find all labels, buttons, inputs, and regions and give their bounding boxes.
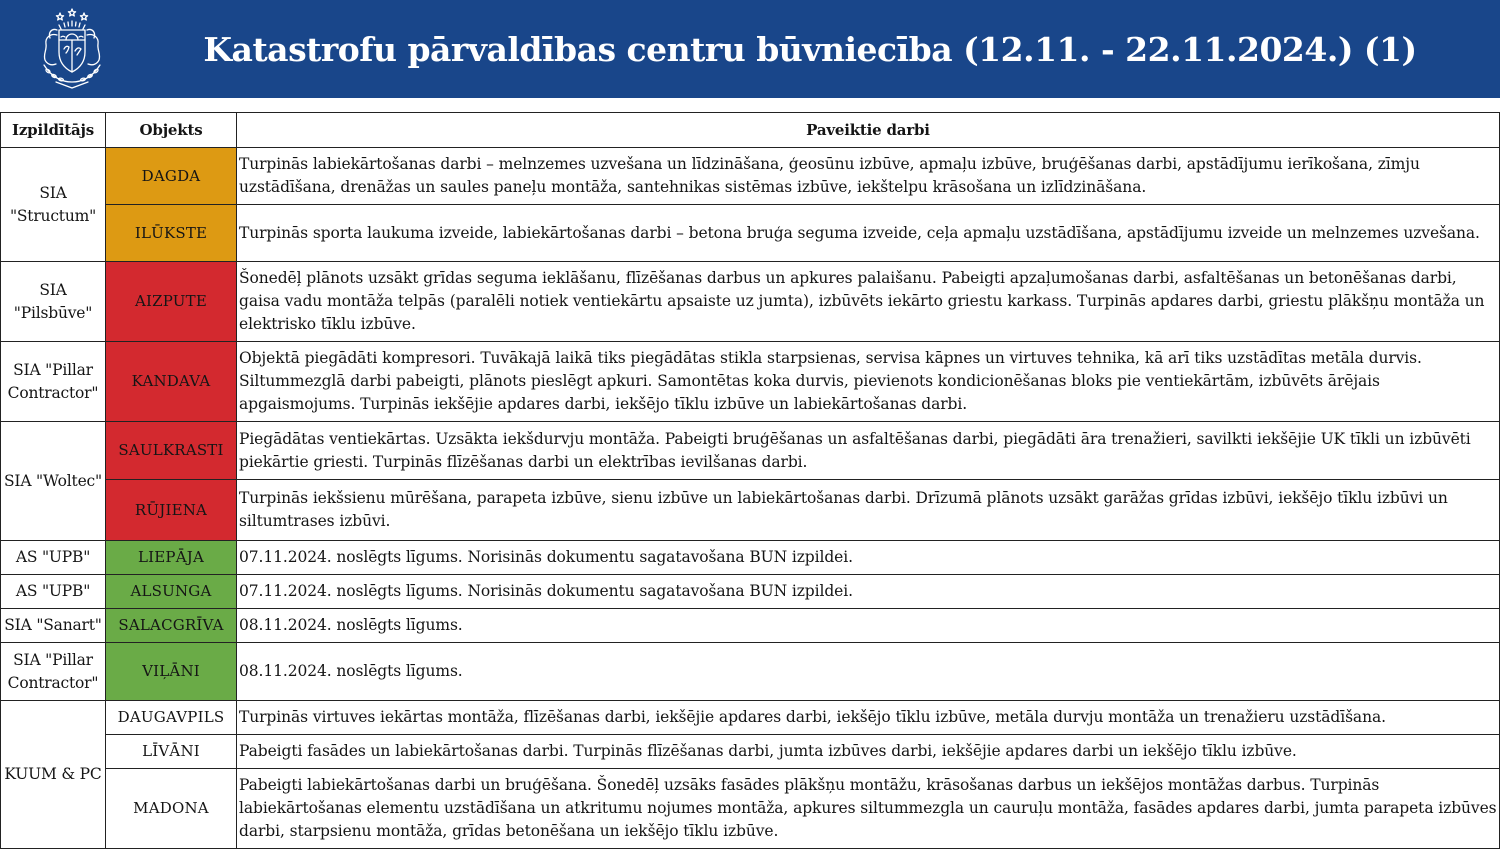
object-cell-kandava (106, 342, 237, 422)
column-header-object (106, 113, 237, 148)
contractor-cell-pillar-contractor (1, 643, 106, 701)
coat-of-arms-icon (30, 7, 114, 91)
contractor-name: KUUM & PC (4, 765, 102, 783)
object-name: ALSUNGA (130, 582, 212, 600)
header-bar (0, 0, 1500, 98)
object-cell-dagda (106, 148, 237, 205)
object-name: RŪJIENA (134, 500, 208, 519)
work-description: Turpinās virtuves iekārtas montāža, flīzēšanas darbi, iekšējie apdares darbi, iekšējo tīklu izbūve, metāla durvju montāža un trenažieru uzstādīšana. (239, 708, 1386, 726)
object-name: LIEPĀJA (137, 548, 204, 566)
work-cell-madona (237, 769, 1500, 849)
object-cell-vilani (106, 643, 237, 701)
contractor-name: SIA "Pillar Contractor" (7, 650, 99, 692)
object-name: SAULKRASTI (118, 441, 224, 459)
object-cell-aizpute (106, 262, 237, 342)
work-description: Pabeigti fasādes un labiekārtošanas darbi. Turpinās flīzēšanas darbi, jumta izbūves darbi, iekšējie apdares darbi un iekšējo tīklu izbūve. (239, 742, 1297, 760)
object-name: ILŪKSTE (134, 223, 208, 242)
object-name: KANDAVA (131, 372, 211, 390)
contractor-cell-upb (1, 541, 106, 575)
object-name: VIĻĀNI (142, 662, 200, 680)
work-cell-kandava (237, 342, 1500, 422)
contractor-cell-woltec (1, 422, 106, 541)
column-header-contractor (1, 113, 106, 148)
column-header-label: Paveiktie darbi (806, 120, 930, 139)
work-description: Turpinās iekšsienu mūrēšana, parapeta izbūve, sienu izbūve un labiekārtošanas darbi. Drīzumā plānots uzsākt garāžas grīdas izbūvi, iekšējo tīklu izbūvi un siltumtrases izbūvi. (239, 489, 1448, 530)
work-cell-alsunga (237, 575, 1500, 609)
work-description: 08.11.2024. noslēgts līgums. (239, 616, 463, 634)
object-cell-ilukste (106, 205, 237, 262)
object-cell-rujiena (106, 480, 237, 541)
column-header-label: Objekts (139, 120, 203, 139)
work-description: Turpinās sporta laukuma izveide, labiekārtošanas darbi – betona bruģa seguma izveide, ceļa apmaļu uzstādīšana, apstādījumu izveide un melnzemes uzvešana. (239, 223, 1480, 242)
work-cell-dagda (237, 148, 1500, 205)
work-cell-aizpute (237, 262, 1500, 342)
object-name: AIZPUTE (134, 292, 207, 310)
work-cell-saulkrasti (237, 422, 1500, 480)
work-description: 07.11.2024. noslēgts līgums. Norisinās dokumentu sagatavošana BUN izpildei. (239, 548, 853, 566)
contractor-cell-pillar-contractor (1, 342, 106, 422)
object-cell-saulkrasti (106, 422, 237, 480)
contractor-name: SIA "Woltec" (4, 471, 102, 490)
work-cell-liepaja (237, 541, 1500, 575)
work-description: 08.11.2024. noslēgts līgums. (239, 662, 463, 680)
contractor-name: SIA "Pillar Contractor" (7, 360, 99, 402)
work-description: 07.11.2024. noslēgts līgums. Norisinās dokumentu sagatavošana BUN izpildei. (239, 582, 853, 600)
work-cell-vilani (237, 643, 1500, 701)
work-description: Objektā piegādāti kompresori. Tuvākajā laikā tiks piegādātas stikla starpsienas, servisa kāpnes un virtuves tehnika, kā arī tiks uzstādītas metāla durvis. Siltummezglā darbi pabeigti, plānots pieslēgt apkuri. Samontētas koka durvis, pievienots kondicionēšanas bloks pie ventiekārtām, izbūvēts ārējais apgaismojums. Turpinās iekšējie apdares darbi, iekšējo tīklu izbūve un labiekārtošanas darbi. (239, 349, 1422, 413)
contractor-name: SIA "Pilsbūve" (13, 280, 93, 322)
work-description: Šonedēļ plānots uzsākt grīdas seguma ieklāšanu, flīzēšanas darbus un apkures palaišanu. Pabeigti apzaļumošanas darbi, asfaltēšanas un betonēšanas darbi, gaisa vadu montāža telpās (paralēli notiek ventiekārtu apsaiste uz jumta), izbūvēts iekārto griestu karkass. Turpinās apdares darbi, griestu plākšņu montāža un elektrisko tīklu izbūve. (239, 269, 1485, 333)
work-cell-ilukste (237, 205, 1500, 262)
contractor-cell-upb (1, 575, 106, 609)
object-name: DAUGAVPILS (117, 708, 225, 726)
object-cell-salacgriva (106, 609, 237, 643)
contractor-name: AS "UPB" (15, 582, 91, 600)
object-name: SALACGRĪVA (118, 616, 224, 634)
work-cell-daugavpils (237, 701, 1500, 735)
contractor-cell-sanart (1, 609, 106, 643)
object-cell-alsunga (106, 575, 237, 609)
contractor-cell-structum (1, 148, 106, 262)
page-title: Katastrofu pārvaldības centru būvniecība (12.11. - 22.11.2024.) (1) (203, 29, 1417, 69)
object-cell-madona (106, 769, 237, 849)
object-cell-livani (106, 735, 237, 769)
work-description: Pabeigti labiekārtošanas darbi un bruģēšana. Šonedēļ uzsāks fasādes plākšņu montāžu, krāsošanas darbus un iekšējos montāžas darbus. Turpinās labiekārtošanas elementu uzstādīšana un atkritumu nojumes montāža, apkures siltummezgla un cauruļu montāža, fasādes apdares darbi, jumta parapeta izbūves darbi, starpsienu montāža, grīdas betonēšana un iekšējo tīklu izbūve. (239, 776, 1497, 840)
contractor-name: SIA "Structum" (9, 183, 97, 225)
object-name: MADONA (133, 799, 209, 817)
contractor-cell-pilsbuve (1, 262, 106, 342)
object-name: DAGDA (141, 166, 201, 185)
contractor-cell-kuum-pc (1, 701, 106, 849)
column-header-work (237, 113, 1500, 148)
work-description: Turpinās labiekārtošanas darbi – melnzemes uzvešana un līdzināšana, ģeosūnu izbūve, apmaļu izbūve, bruģēšanas darbi, apstādījumu ierīkošana, zīmju uzstādīšana, drenāžas un saules paneļu montāža, santehnikas sistēmas izbūve, iekštelpu krāsošana un izlīdzināšana. (239, 155, 1420, 196)
contractor-name: AS "UPB" (15, 548, 91, 566)
contractor-name: SIA "Sanart" (4, 616, 102, 634)
work-cell-salacgriva (237, 609, 1500, 643)
object-cell-liepaja (106, 541, 237, 575)
work-cell-rujiena (237, 480, 1500, 541)
column-header-label: Izpildītājs (12, 120, 94, 139)
object-cell-daugavpils (106, 701, 237, 735)
work-description: Piegādātas ventiekārtas. Uzsākta iekšdurvju montāža. Pabeigti bruģēšanas un asfaltēšanas darbi, piegādāti āra trenažieri, savilkti iekšējie UK tīkli un izbūvēti piekārtie griesti. Turpinās flīzēšanas darbi un elektrības ievilšanas darbi. (239, 429, 1471, 471)
work-cell-livani (237, 735, 1500, 769)
progress-table (0, 112, 1500, 849)
object-name: LĪVĀNI (142, 742, 200, 760)
